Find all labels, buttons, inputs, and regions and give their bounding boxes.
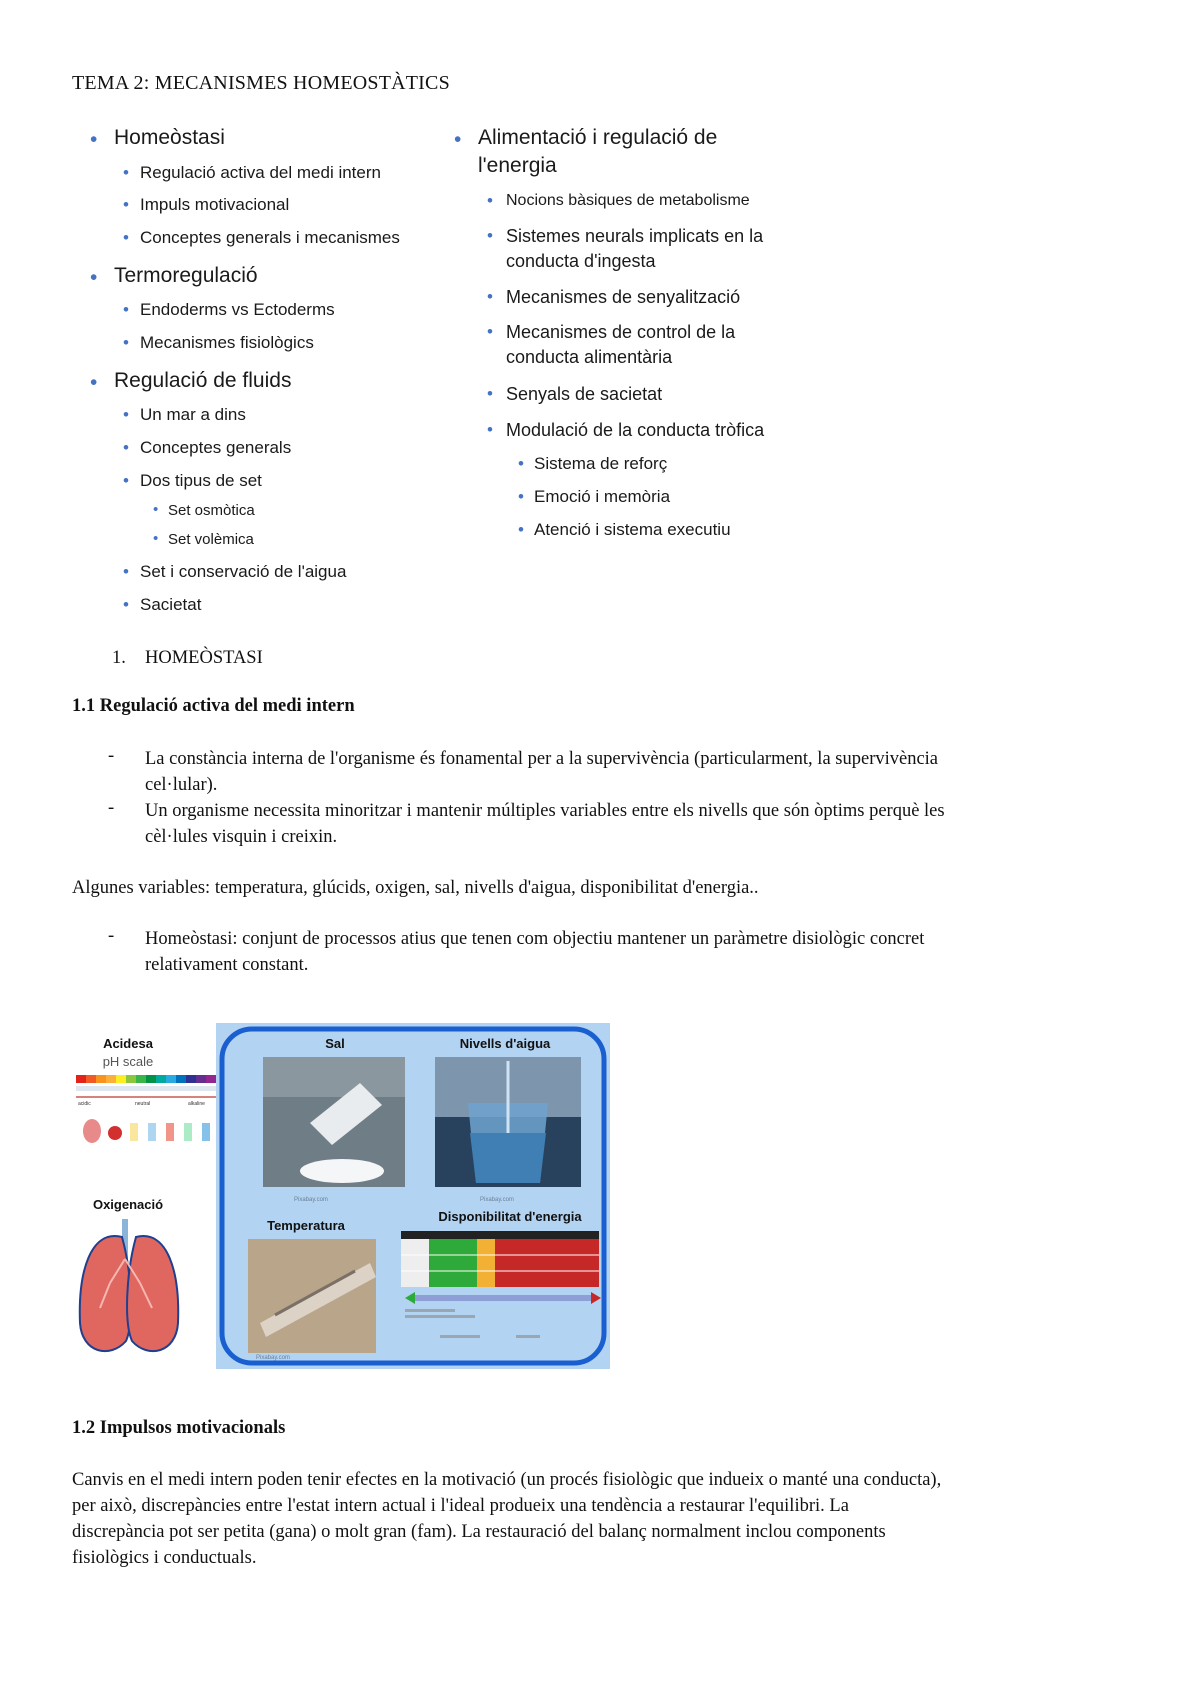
document-title: TEMA 2: MECANISMES HOMEOSTÀTICS: [72, 72, 450, 94]
outline-item: Conceptes generals i mecanismes: [140, 228, 400, 247]
outline-subitem: Set volèmica: [168, 531, 254, 548]
outline-item: Impuls motivacional: [140, 195, 290, 214]
outline-subitem: Set osmòtica: [168, 502, 255, 519]
outline-item: Dos tipus de set: [140, 471, 262, 490]
outline-alimentacio-cont: l'energia: [478, 154, 557, 177]
bullet-dot: •: [90, 127, 98, 151]
section-number: 1.: [112, 648, 126, 668]
bullet-dot: •: [123, 163, 129, 182]
outline-item: Sacietat: [140, 595, 202, 614]
bullet-dot: •: [454, 127, 462, 151]
outline-item: Endoderms vs Ectoderms: [140, 300, 335, 319]
outline-subitem: Atenció i sistema executiu: [534, 520, 731, 539]
bullet-dot: •: [123, 333, 129, 352]
ph-acidic-label: acidic: [78, 1101, 91, 1107]
outline-item: Mecanismes de senyalització: [506, 287, 741, 307]
bullet-dot: •: [487, 191, 493, 210]
outline-alimentacio: Alimentació i regulació de: [478, 126, 718, 149]
bullet-dot: •: [123, 438, 129, 457]
ph-scale-bar: [76, 1075, 216, 1097]
thermometer-photo: [248, 1239, 376, 1353]
outline-item: Sistemes neurals implicats en la: [506, 226, 764, 246]
ph-alkaline-label: alkaline: [188, 1101, 205, 1107]
outline-item: Un mar a dins: [140, 405, 246, 424]
outline-regulacio-fluids: Regulació de fluids: [114, 369, 292, 392]
paragraph-line: La constància interna de l'organisme és fonamental per a la supervivència (particularment, la supervivència: [145, 749, 939, 769]
pixabay-credit: Pixabay.com: [256, 1355, 290, 1361]
pixabay-credit: Pixabay.com: [294, 1197, 328, 1203]
outline-subitem: Emoció i memòria: [534, 487, 671, 506]
outline-item: Modulació de la conducta tròfica: [506, 420, 765, 440]
bullet-dot: •: [90, 265, 98, 289]
bullet-dot: •: [123, 595, 129, 614]
bullet-dot: •: [487, 322, 493, 341]
bullet-dot: •: [487, 226, 493, 245]
bullet-dot: •: [487, 287, 493, 306]
bullet-dot: •: [518, 520, 524, 539]
bullet-dot: •: [123, 471, 129, 490]
paragraph-line: discrepància pot ser petita (gana) o molt gran (fam). La restauració del balanç normalment inclou components: [72, 1522, 886, 1542]
outline-item: Nocions bàsiques de metabolisme: [506, 192, 750, 209]
bullet-dot: •: [123, 300, 129, 319]
bullet-dot: •: [518, 454, 524, 473]
dash-bullet: -: [108, 798, 115, 818]
subsection-heading: 1.1 Regulació activa del medi intern: [72, 696, 355, 716]
bullet-dot: •: [90, 370, 98, 394]
section-title: HOMEÒSTASI: [145, 648, 263, 668]
outline-item: Conceptes generals: [140, 438, 292, 457]
dash-bullet: -: [108, 926, 115, 946]
ph-scale-label: pH scale: [102, 1054, 154, 1069]
water-glass-photo: [435, 1057, 581, 1187]
bullet-dot: •: [123, 195, 129, 214]
bullet-dot: •: [123, 405, 129, 424]
paragraph-line: Canvis en el medi intern poden tenir efectes en la motivació (un procés fisiològic que indueix o manté una conducta),: [72, 1470, 942, 1490]
paragraph: Algunes variables: temperatura, glúcids, oxigen, sal, nivells d'aigua, disponibilitat d'energia..: [72, 878, 759, 898]
outline-item: Set i conservació de l'aigua: [140, 562, 347, 581]
sal-label: Sal: [325, 1036, 345, 1051]
subsection-heading: 1.2 Impulsos motivacionals: [72, 1418, 286, 1438]
bullet-dot: •: [487, 384, 493, 403]
paragraph-line: relativament constant.: [145, 955, 309, 975]
ph-neutral-label: neutral: [135, 1101, 151, 1107]
bullet-dot: •: [153, 502, 159, 518]
outline-item: Mecanismes de control de la: [506, 322, 736, 342]
salt-photo: [263, 1057, 405, 1187]
lungs-illustration: [80, 1219, 178, 1351]
pixabay-credit: Pixabay.com: [480, 1197, 514, 1203]
paragraph-line: fisiològics i conductuals.: [72, 1548, 257, 1568]
paragraph-line: Un organisme necessita minoritzar i mantenir múltiples variables entre els nivells que són òptims perquè les: [145, 801, 945, 821]
paragraph-line: cèl·lules visquin i creixin.: [145, 827, 338, 847]
paragraph-line: Homeòstasi: conjunt de processos atius que tenen com objectiu mantener un paràmetre disiològic concret: [145, 929, 925, 949]
bullet-dot: •: [487, 420, 493, 439]
bullet-dot: •: [518, 487, 524, 506]
outline-item-cont: conducta d'ingesta: [506, 251, 656, 271]
temperatura-label: Temperatura: [267, 1218, 345, 1233]
oxigenacio-label: Oxigenació: [92, 1197, 164, 1212]
acidesa-label: Acidesa: [103, 1036, 153, 1051]
outline-item: Senyals de sacietat: [506, 384, 663, 404]
homeostasis-figure: [70, 1023, 610, 1369]
nivells-aigua-label: Nivells d'aigua: [459, 1036, 551, 1051]
ph-examples-icons: [83, 1119, 210, 1143]
bullet-dot: •: [123, 228, 129, 247]
bullet-dot: •: [153, 531, 159, 547]
outline-subitem: Sistema de reforç: [534, 454, 668, 473]
paragraph-line: cel·lular).: [145, 775, 218, 795]
dash-bullet: -: [108, 746, 115, 766]
paragraph-line: per això, discrepàncies entre l'estat intern actual i l'ideal produeix una tendència a restaurar l'equilibri. La: [72, 1496, 849, 1516]
outline-item: Regulació activa del medi intern: [140, 163, 381, 182]
disponibilitat-energia-label: Disponibilitat d'energia: [438, 1209, 582, 1224]
bullet-dot: •: [123, 562, 129, 581]
outline-item: Mecanismes fisiològics: [140, 333, 314, 352]
outline-item-cont: conducta alimentària: [506, 347, 673, 367]
outline-homeostasi: Homeòstasi: [114, 126, 225, 149]
outline-termoregulacio: Termoregulació: [114, 264, 258, 287]
